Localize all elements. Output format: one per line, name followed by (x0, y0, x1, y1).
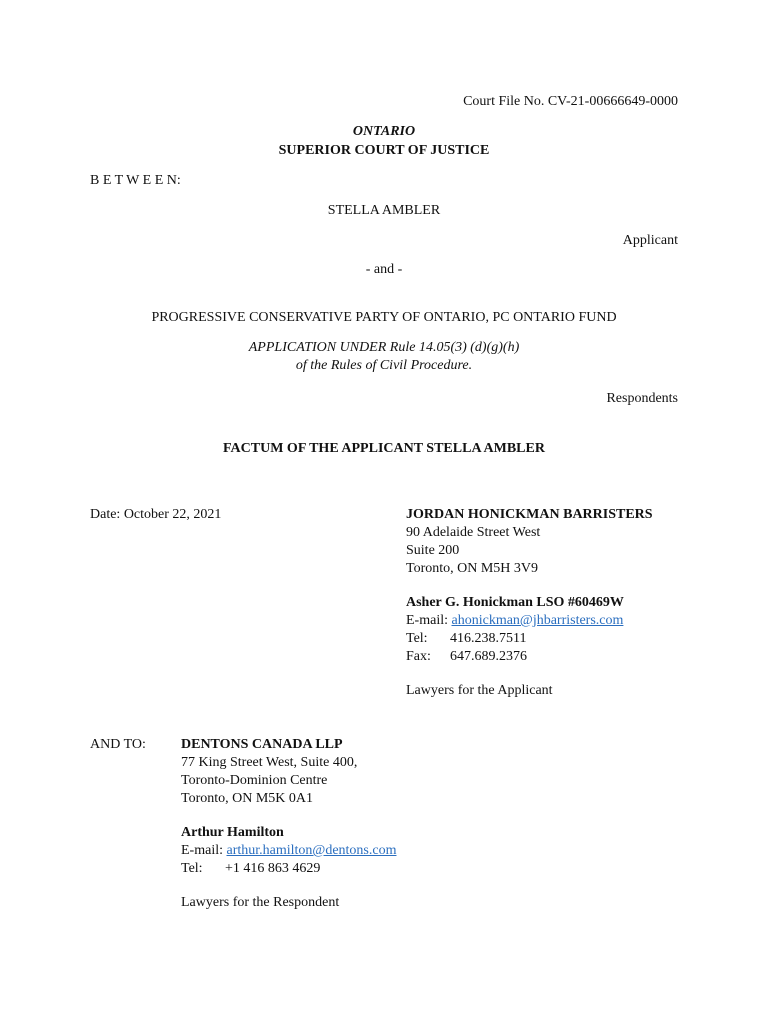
applicant-address-line2: Suite 200 (406, 543, 460, 558)
applicant-address-line1: 90 Adelaide Street West (406, 525, 541, 540)
application-rule-line2: of the Rules of Civil Procedure. (295, 358, 473, 373)
tel-label: Tel: (181, 861, 203, 876)
applicant-fax-row (406, 648, 653, 666)
email-label: E-mail: (406, 613, 448, 628)
email-label: E-mail: (181, 843, 223, 858)
spacer (406, 578, 653, 594)
document-date: Date: October 22, 2021 (90, 507, 222, 522)
applicant-email-link[interactable]: ahonickman@jhbarristers.com (451, 613, 624, 628)
applicant-role: Applicant (622, 233, 678, 248)
respondent-tel-row (181, 860, 396, 878)
respondent-counsel-block (181, 736, 396, 912)
applicant-tel-row (406, 630, 653, 648)
respondent-address-line3: Toronto, ON M5K 0A1 (181, 791, 314, 806)
respondent-lawyer-name: Arthur Hamilton (181, 825, 284, 840)
province-heading: ONTARIO (352, 124, 416, 139)
fax-label: Fax: (406, 649, 431, 664)
applicant-firm-name: JORDAN HONICKMAN BARRISTERS (406, 507, 653, 522)
respondent-name: PROGRESSIVE CONSERVATIVE PARTY OF ONTARIO, PC ONTARIO FUND (151, 310, 617, 325)
and-to-label: AND TO: (90, 737, 146, 752)
spacer (181, 878, 396, 894)
applicant-address-line3: Toronto, ON M5H 3V9 (406, 561, 539, 576)
respondent-counsel-role: Lawyers for the Respondent (181, 895, 340, 910)
respondent-role: Respondents (606, 391, 678, 406)
applicant-counsel-role: Lawyers for the Applicant (406, 683, 553, 698)
applicant-counsel-block (406, 506, 653, 700)
respondent-email-link[interactable]: arthur.hamilton@dentons.com (226, 843, 397, 858)
application-rule-line1: APPLICATION UNDER Rule 14.05(3) (d)(g)(h) (248, 340, 520, 355)
factum-title: FACTUM OF THE APPLICANT STELLA AMBLER (223, 441, 545, 456)
tel-label: Tel: (406, 631, 428, 646)
spacer (406, 666, 653, 682)
applicant-lawyer-name: Asher G. Honickman LSO #60469W (406, 595, 624, 610)
court-heading: SUPERIOR COURT OF JUSTICE (278, 143, 490, 158)
respondent-address-line2: Toronto-Dominion Centre (181, 773, 328, 788)
respondent-email-row (181, 842, 396, 860)
respondent-tel-value: +1 416 863 4629 (225, 861, 321, 876)
applicant-tel-value: 416.238.7511 (450, 631, 527, 646)
respondent-address-line1: 77 King Street West, Suite 400, (181, 755, 358, 770)
spacer (181, 808, 396, 824)
and-separator: - and - (365, 262, 403, 277)
court-file-number: Court File No. CV-21-00666649-0000 (463, 94, 678, 109)
respondent-firm-name: DENTONS CANADA LLP (181, 737, 343, 752)
between-label: B E T W E E N: (90, 173, 181, 188)
applicant-email-row (406, 612, 653, 630)
applicant-name: STELLA AMBLER (327, 203, 441, 218)
applicant-fax-value: 647.689.2376 (450, 649, 527, 664)
